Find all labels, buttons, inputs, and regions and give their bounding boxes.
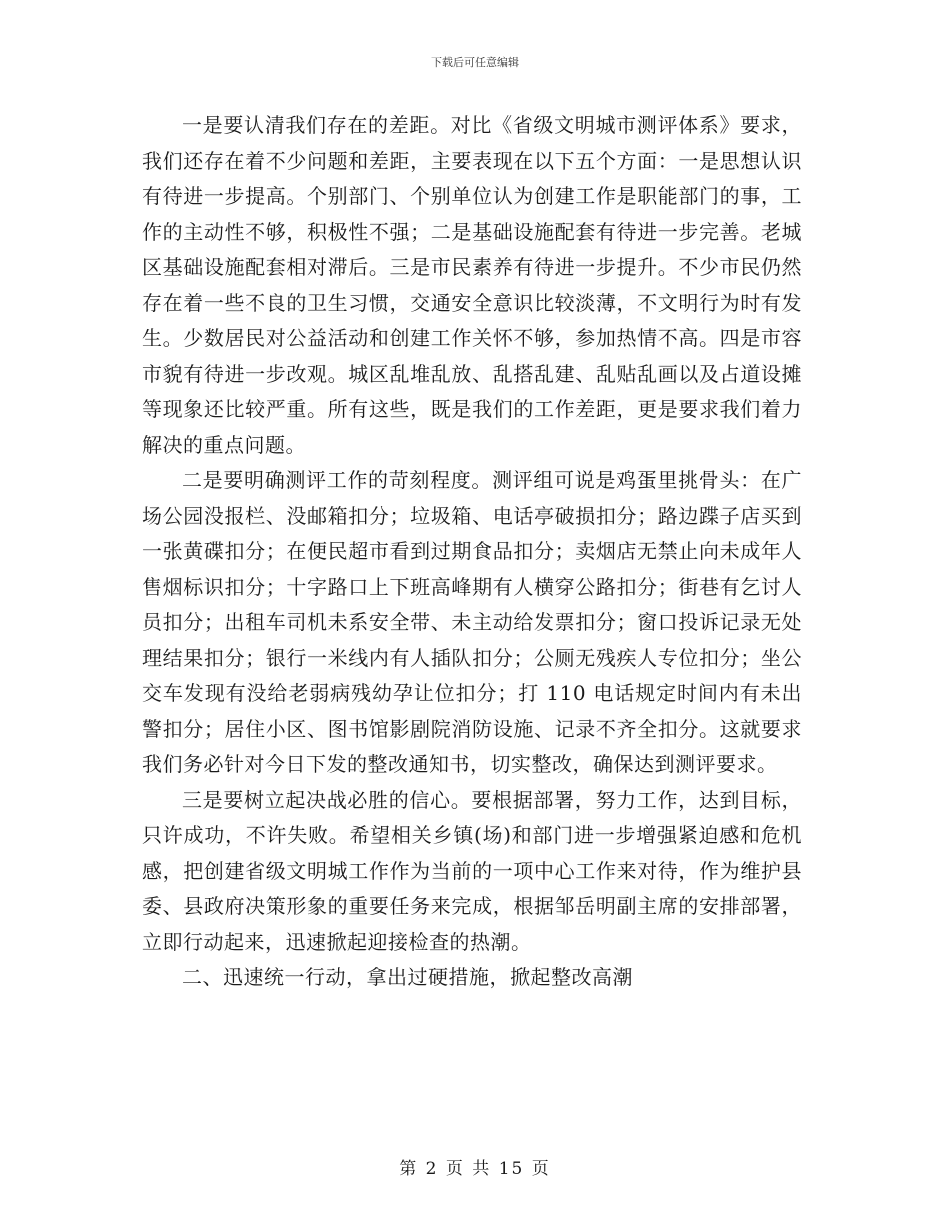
- paragraph-evaluation-strictness: 二是要明确测评工作的苛刻程度。测评组可说是鸡蛋里挑骨头：在广场公园没报栏、没邮箱扣分；垃圾箱、电话亭破损扣分；路边蹀子店买到一张黄碟扣分；在便民超市看到过期食品扣分；卖烟店无禁止向未成年人售烟标识扣分；十字路口上下班高峰期有人横穿公路扣分；街巷有乞讨人员扣分；出租车司机未系安全带、未主动给发票扣分；窗口投诉记录无处理结果扣分；银行一米线内有人插队扣分；公厕无残疾人专位扣分；坐公交车发现有没给老弱病残幼孕让位扣分；打 110 电话规定时间内有未出警扣分；居住小区、图书馆影剧院消防设施、记录不齐全扣分。这就要求我们务必针对今日下发的整改通知书，切实整改，确保达到测评要求。: [142, 468, 802, 776]
- paragraph-gap-analysis: 一是要认清我们存在的差距。对比《省级文明城市测评体系》要求，我们还存在着不少问题和差距，主要表现在以下五个方面：一是思想认识有待进一步提高。个别部门、个别单位认为创建工作是职能部门的事，工作的主动性不够，积极性不强；二是基础设施配套有待进一步完善。老城区基础设施配套相对滞后。三是市民素养有待进一步提升。不少市民仍然存在着一些不良的卫生习惯，交通安全意识比较淡薄，不文明行为时有发生。少数居民对公益活动和创建工作关怀不够，参加热情不高。四是市容市貌有待进一步改观。城区乱堆乱放、乱搭乱建、乱贴乱画以及占道设摊等现象还比较严重。所有这些，既是我们的工作差距，更是要求我们着力解决的重点问题。: [142, 113, 802, 457]
- section-heading-unified-action: 二、迅速统一行动，拿出过硬措施，掀起整改高潮: [182, 965, 633, 989]
- page-number: 第 2 页 共 15 页: [399, 1159, 551, 1179]
- page-header-note: 下载后可任意编辑: [431, 56, 519, 69]
- document-body: [142, 108, 802, 996]
- paragraph-confidence: 三是要树立起决战必胜的信心。要根据部署，努力工作，达到目标，只许成功，不许失败。希望相关乡镇(场)和部门进一步增强紧迫感和危机感，把创建省级文明城工作作为当前的一项中心工作来对待，作为维护县委、县政府决策形象的重要任务来完成，根据邹岳明副主席的安排部署，立即行动起来，迅速掀起迎接检查的热潮。: [142, 787, 802, 954]
